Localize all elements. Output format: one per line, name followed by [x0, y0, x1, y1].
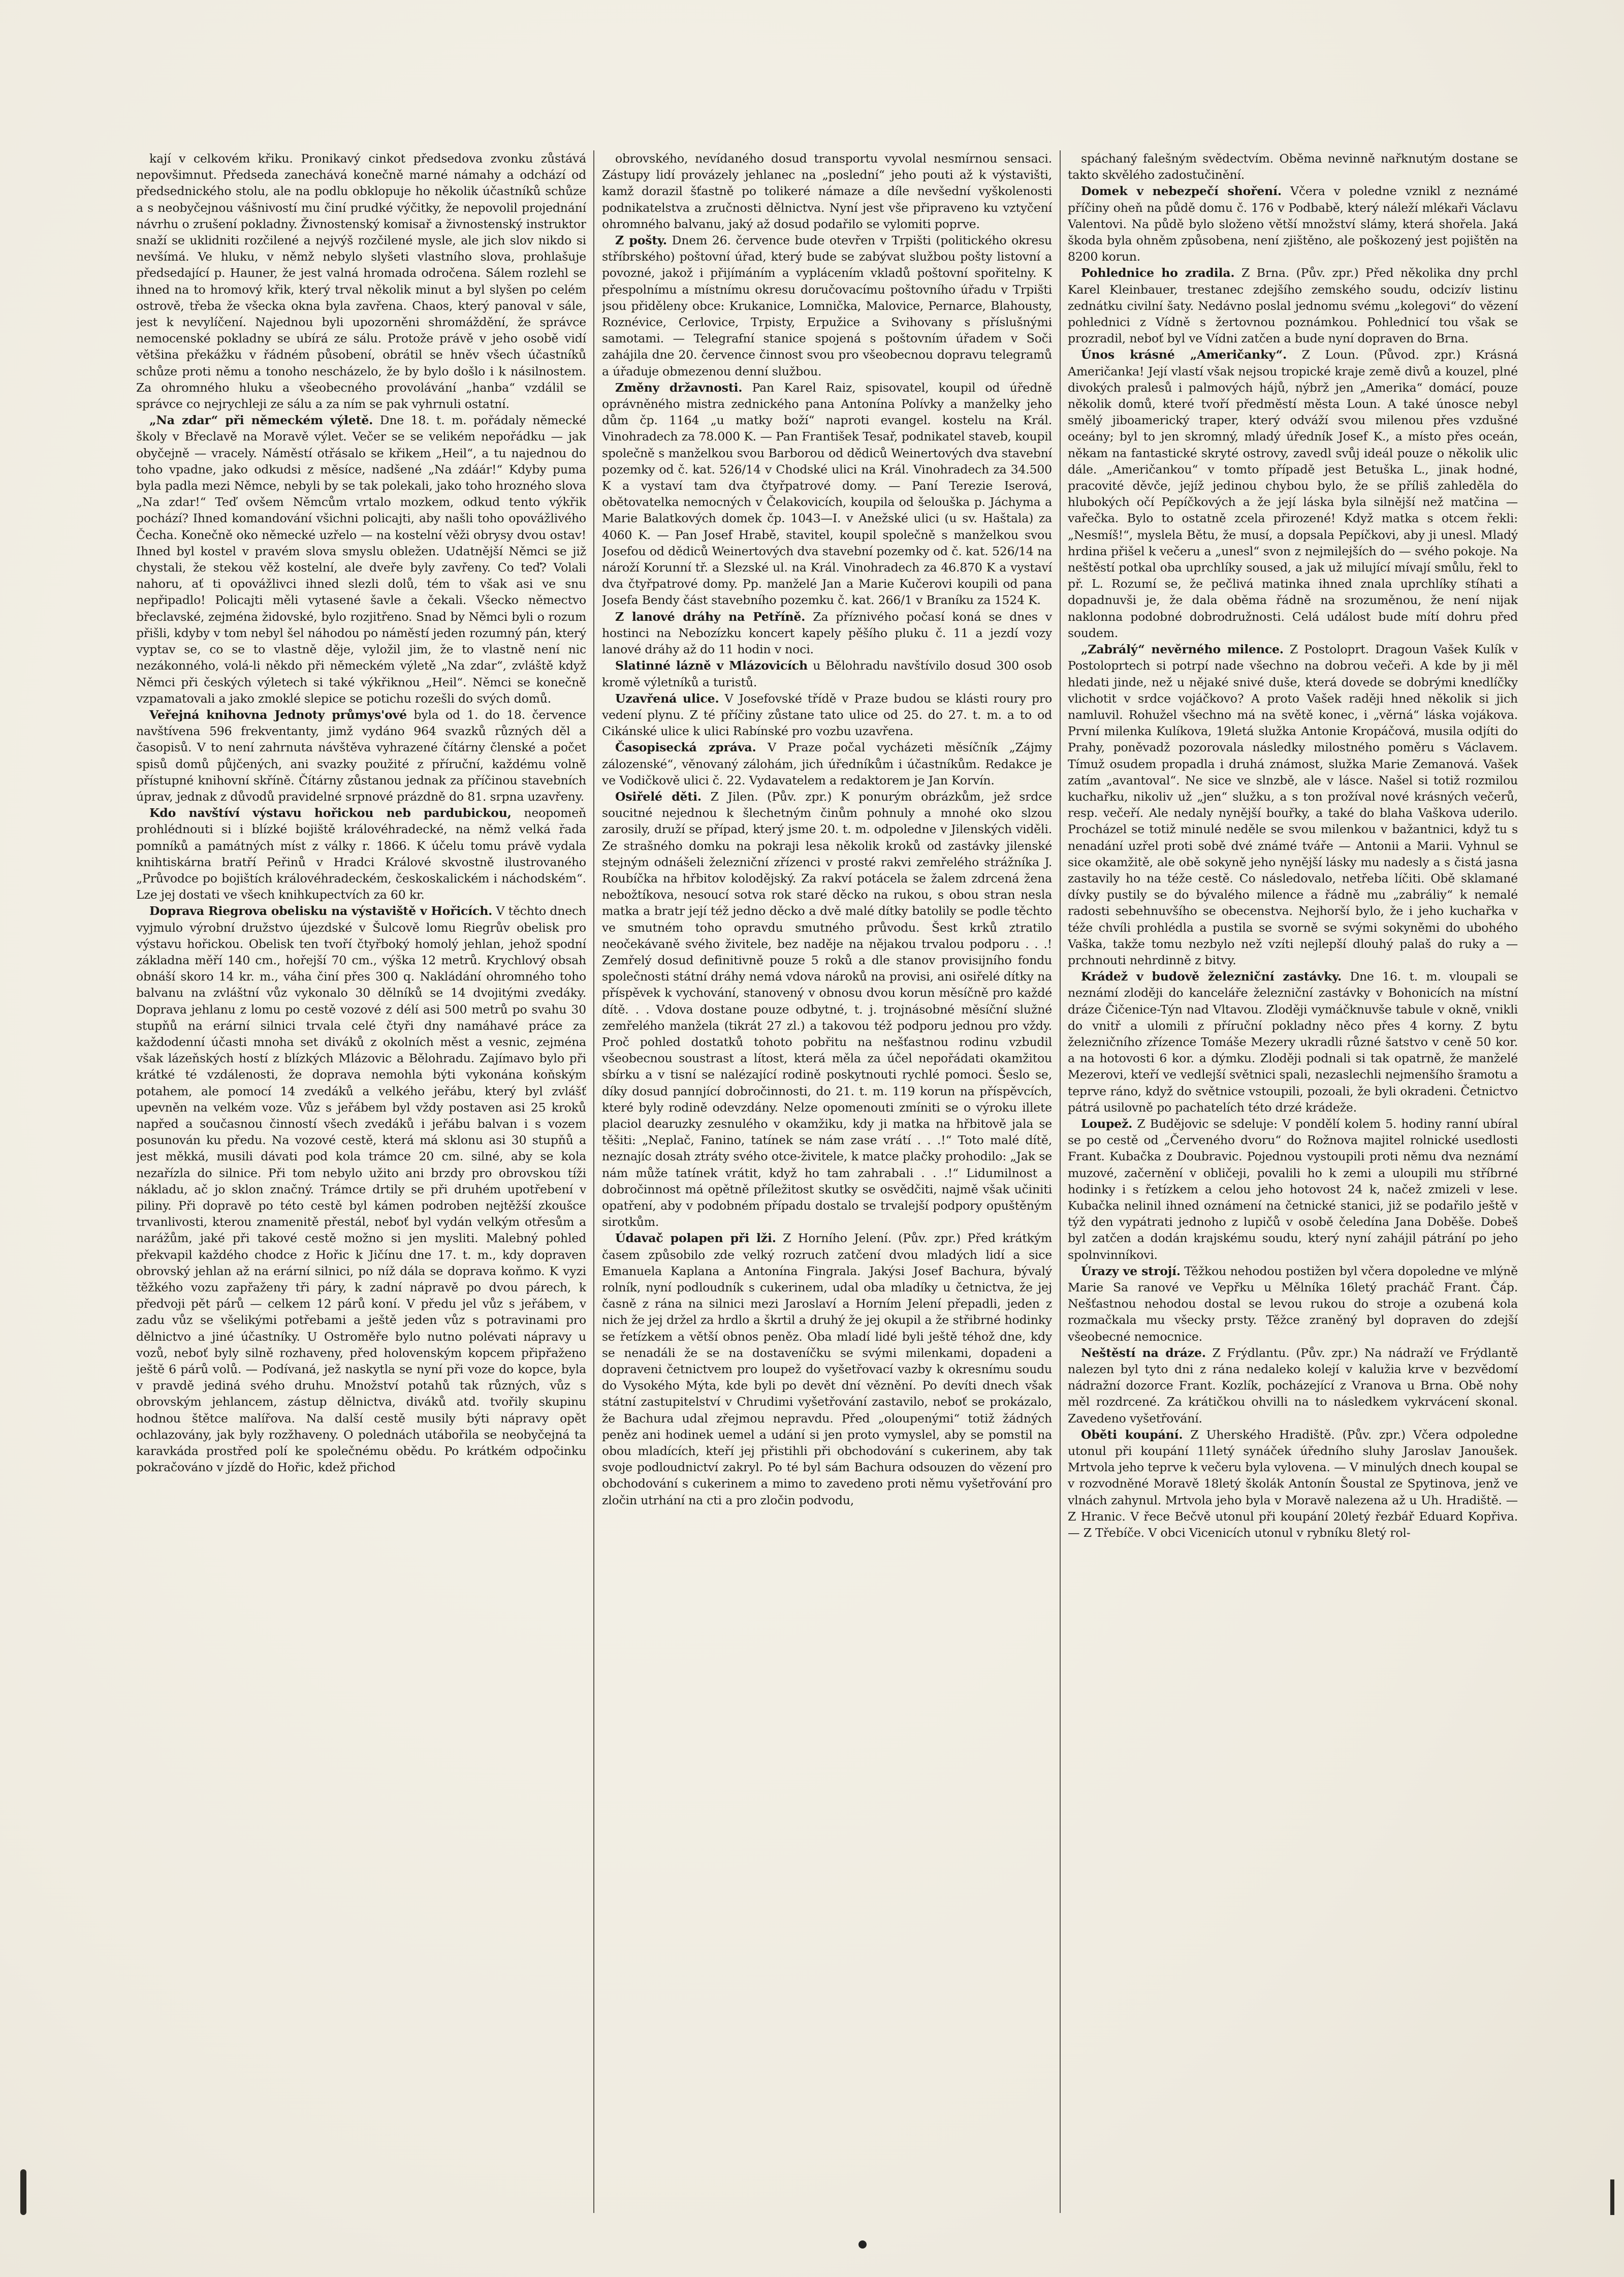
article-body: V Praze počal vycházeti měsíčník „Zájmy zálozenské“, věnovaný zálohám, jich úředníkům i účastníkům. Redakce je ve Vodičkově ulici č. 22. Vydavatelem a redaktorem je Jan Korvín.: [602, 740, 1052, 787]
news-article: [136, 412, 586, 707]
article-headline: Z pošty.: [615, 233, 667, 248]
article-headline: Uzavřená ulice.: [615, 691, 719, 706]
article-body: byla od 1. do 18. července navštívena 596 frekventanty, jimž vydáno 964 svazků různých děl a časopisů. V to není zahrnuta návštěva vyhrazené čítárny členské a počet spisů domů půjčených, ani svazky použité z příruční, každému volně přístupné knihovní skříně. Čítárny zůstanou jednak za příčinou stavebních úprav, jednak z důvodů pravidelné srpnové prázdně do 81. srpna uzavřeny.: [136, 707, 586, 804]
article-body: Pan Karel Raiz, spisovatel, koupil od úředně oprávněného mistra zednického pana Antonína Polívky a manželky jeho dům čp. 1164 „u matky boží“ naproti evangel. kostelu na Král. Vinohradech za 78.000 K. — Pan František Tesař, podnikatel staveb, koupil společně s manželkou svou Barborou od dědiců Weinertových dva stavební pozemky od č. kat. 526/14 v Chodské ulici na Král. Vinohradech za 34.500 K a vystaví tam dva čtyřpatrové domy. — Paní Terezie Iserová, obětovatelka nemocných v Čelakovicích, koupila od šelouška p. Jáchyma a Marie Balatkových domek čp. 1043—I. v Anežské ulici (u sv. Haštala) za 4060 K. — Pan Josef Hrabě, stavitel, koupil společně s manželkou svou Josefou od dědiců Weinertových dva stavební pozemky od č. kat. 526/14 na nároží Korunní tř. a Slezské ul. na Král. Vinohradech za 46.870 K a vystaví dva čtyřpatrové domy. Pp. manželé Jan a Marie Kučerovi koupili od pana Josefa Bendy část stavebního pozemku č. kat. 266/1 v Braníku za 1524 K.: [602, 380, 1052, 608]
article-headline: Pohlednice ho zradila.: [1081, 266, 1235, 280]
news-article: [602, 788, 1052, 1230]
article-headline: Veřejná knihovna Jednoty průmys'ové: [149, 707, 407, 722]
article-body: Z Postoloprt. Dragoun Vašek Kulík v Postoloprtech si potrpí nade všechno na dobrou večeři. A kde by ji měl hledati jinde, než u nějaké snivé duše, která dovede se dobrými knedlíčky vlichotit v srdce vojáčkovo? A proto Vašek raději hned několik si jich namluvil. Rohužel všechno má na světě konec, i „věrná“ láska vojákova. První milenka Kulíkova, 19letá služka Antonie Kropáčová, musila odjíti do Prahy, poněvadž pozorovala následky milostného poměru s Václavem. Tímuž osudem propadla i druhá známost, služka Marie Zemanová. Vašek zatím „avantoval“. Ne sice ve slnzbě, ale v lásce. Našel si totiž rozmilou kuchařku, nikoliv už „jen“ služku, a s ton prožíval nové krásných večerů, resp. večeří. Ale nedaly nynější bouřky, a také do blaha Vaškova uderilo. Procházel se totiž minulé neděle se svou milenkou v bažantnici, když tu s nenadání uzřel proti sobě dvé známé tváře — Antonii a Marii. Vyhnul se sice okamžitě, ale obě sokyně jeho nynější lásky mu nadesly a s čistá jasna zastavily ho na téže cestě. Co následovalo, netřeba líčiti. Obě sklamané dívky pustily se do bývalého milence a řádně mu „zabráliy“ k nemalé radosti sebehnuvšího se obecenstva. Nejhorší bylo, že i jeho kuchařka v téže chvíli prohlédla a pustila se svorně se svými sokyněmi do ubohého Vaška, takže tomu nezbylo než vzíti nejlepší dlouhý palaš do ruky a — prchnouti nehrdinně z bitvy.: [1068, 642, 1518, 967]
news-article: [1068, 150, 1518, 183]
news-article: [1068, 1116, 1518, 1263]
news-article: [602, 609, 1052, 658]
news-article: [602, 150, 1052, 232]
article-headline: Domek v nebezpečí shoření.: [1081, 184, 1282, 199]
article-body: Za příznivého počasí koná se dnes v hostinci na Nebozízku koncert kapely pěšího pluku č. 11 a jezdí vozy lanové dráhy až do 11 hodin v noci.: [602, 609, 1052, 657]
article-headline: Krádež v budově železniční zastávky.: [1081, 969, 1342, 984]
news-article: [1068, 1345, 1518, 1427]
article-headline: Loupež.: [1081, 1116, 1133, 1131]
news-article: [1068, 346, 1518, 641]
news-article: [136, 903, 586, 1475]
article-body: Dnem 26. července bude otevřen v Trpišti (politického okresu stříbrského) poštovní úřad, který bude se zabývat službou pošty listovní a povozné, jakož i přijímáním a vyplácením vkladů poštovní spořitelny. K přespolnímu a místnímu okresu doručovacímu poštovního úřadu v Trpišti jsou přiděleny obce: Krukanice, Lomnička, Malovice, Pernarce, Blahousty, Roznévice, Cerlovice, Trpisty, Erpužice a Svihovany s příslušnými samotami. — Telegrafní stanice spojená s poštovním úřadem v Soči zahájila dne 20. července činnost svou pro všeobecnou dopravu telegramů a úřadujе obmezenou denní službou.: [602, 233, 1052, 378]
news-article: [602, 690, 1052, 740]
article-headline: Úrazy ve strojí.: [1081, 1263, 1181, 1278]
article-body: Z Jilen. (Pův. zpr.) K ponurým obrázkům, jež srdce soucitné nejednou k šlechetným činům pohnuly a mnohé oko slzou zarosily, druží se případ, který jsme 20. t. m. odpoledne v Jilenských viděli. Ze strašného domku na pokraji lesa několik kroků od zastávky jilenské stejným odnášeli železniční zřízenci v prosté rakvi zemřelého strážníka J. Roubíčka na hřbitov kolodějský. Za rakví potácela se žalem zdrcená žena nebožtíkova, nesoucí sotva rok staré děcko na rukou, s obou stran nesla matka a bratr její též jedno děcko a dvě malé dítky batolily se podle těchto ve smutném toho opravdu smutného průvodu. Šest krků ztratilo neočekávaně svého živitele, bez naděje na nějakou trvalou podporu . . .! Zemřelý dosud definitivně pouze 5 roků a dle stanov provisijního fondu společnosti státní dráhy nemá vdova nároků na provisi, ani osiřelé dítky na příspěvek k vychování, stanovený v obnosu dvou korun měsíčně pro každé dítě. . . Vdova dostane pouze odbytné, t. j. trojnásobné měsíční služné zemřelého manžela (tikrát 27 zl.) a takovou též podporu jednou pro vždy. Proč pohled dostatků tohoto pobřitu na nešťastnou rodinu vzbudil všeobecnou soustrast a lítost, která měla za účel nepořádati okamžitou sbírku a v tisní se nalézající rodině poskytnouti rychlé pomoci. Šeslo se, díky dosud pannjící dobročinnosti, do 21. t. m. 119 korun na příspěvcích, které byly rodině odevzdány. Nelze opomenouti zmíniti se o výroku illete placiol dearuzky zesnulého v okamžiku, kdy ji matka na hřbitově jala se těšiti: „Neplač, Fanino, tatínek se nám zase vrátí . . .!“ Toto malé dítě, neznajíc dosah ztráty svého otce-živitele, k matce plačky prohodilo: „Jak se nám může tatínek vrátit, když ho tam zahrabali . . .!“ Lidumilnost a dobročinnost má opětně příležitost skutky se osvědčiti, najmě však učiniti opatření, aby v podobném případu dostalo se trvalejší podpory opuštěným sirotkům.: [602, 789, 1052, 1229]
article-body: obrovského, nevídaného dosud transportu vyvolal nesmírnou sensaci. Zástupy lidí provázely jehlanec na „poslední“ jeho pouti až k výstavišti, kamž dorazil šťastně po tolikeré námaze a díle nevšední vyškolenosti podnikatelstva a zručnosti dělnictva. Nyní jest vše připraveno ku vztyčení ohromného balvanu, jaký až dosud podařilo se vylomiti poprve.: [602, 151, 1052, 231]
article-headline: Časopisecká zpráva.: [615, 740, 756, 755]
news-article: [136, 805, 586, 903]
column-divider: [1060, 150, 1061, 2213]
article-body: Dne 16. t. m. vloupali se neznámí zloději do kanceláře železniční zastávky v Bohonicích na místní dráze Čičenice-Týn nad Vltavou. Zloději vymáčknuvše tabule v okně, vnikli do vnitř a ulomili z příruční pokladny něco přes 4 korny. Z bytu železničního zřízence Tomáše Mezery ukradli různé šatstvo v ceně 50 kor. a na hotovosti 6 kor. a dýmku. Zloději podnali si tak opatrně, že manželé Mezerovi, kteří ve vedlejší světnici spali, nezaslechli nejmenšího šramotu a teprve ráno, když do světnice vstoupili, pozoali, že byli okradeni. Četnictvo pátrá usilovně po pachatelích této drzé krádeže.: [1068, 969, 1518, 1115]
news-article: [136, 707, 586, 805]
article-headline: Osiřelé děti.: [615, 789, 702, 804]
article-headline: Změny državnosti.: [615, 380, 743, 395]
news-article: [602, 380, 1052, 609]
column-left: [136, 150, 586, 2228]
column-right: [1068, 150, 1518, 2228]
article-headline: Údavač polapen při lži.: [615, 1231, 776, 1246]
article-body: V těchto dnech vyjmulo výrobní družstvo újezdské v Šulcově lomu Riegrův obelisk pro výstavu hořickou. Obelisk ten tvoří čtyřboký homolý jehlan, jehož spodní základna měří 140 cm., hořejší 70 cm., výška 12 metrů. Krychlový obsah obnáší skoro 14 kr. m., váha činí přes 300 q. Nakládání ohromného toho balvanu na zvláštní vůz vykonalo 30 dělníků se 14 dvojitými zvedáky. Doprava jehlanu z lomu po cestě vozové z délí asi 500 metrů po svahu 30 stupňů na erární silnici trvala celé čtyři dny namáhavé práce za každodenní účasti mnoha set diváků z okolních měst a vesnic, zejména však lázeňských hostí z blízkých Mlázovic a Bělohradu. Zajímavo bylo při krátké té vzdálenosti, že doprava nemohla býti vykonána koňským potahem, ale pomocí 14 zvedáků a velkého jeřábu, který byl zvlášť upevněn na velkém voze. Vůz s jeřábem byl vždy postaven asi 25 kroků napřed a současnou činností všech zvedáků i jeřábu balvan i s vozem posunován ku předu. Na vozové cestě, která má sklonu asi 30 stupňů a jest měkká, musili dávati pod kola trámce 20 cm. silné, aby se kola nezařízla do silnice. Při tom nebylo užito ani brzdy pro obrovskou tíži nákladu, ač jo sklon značný. Trámce drtily se při druhém upotřebení v piliny. Při dopravě po této cestě byl kámen podroben nejtěžší zkoušce trvanlivosti, kterou znamenitě přestál, neboť byl vydán velkým otřesům a narážům, jaké při takové cestě možno si jen mysliti. Malebný pohled překvapil každého chodce z Hořic k Jičínu dne 17. t. m., kdy dopraven obrovský jehlan až na erární silnici, po níž dála se doprava koňmo. K vyzi těžkého vozu zapřaženy tři páry, k zadní nápravě po dvou párech, k předvoji pět párů — celkem 12 párů koní. V předu jel vůz s jeřábem, v zadu vůz se všelikými potřebami a ještě jeden vůz s potravinami pro dělnictvo a jiné účastníky. U Ostroměře bylo nutno polévati nápravy u vozů, neboť byly silně rozhaveny, před holovenským kopcem připřaženo ještě 6 párů volů. — Podívaná, jež naskytla se nyní při voze do kopce, byla v pravdě jediná svého druhu. Množství potahů tak různých, vůz s obrovským jehlancem, zástup dělnictva, diváků atd. tvořily skupinu hodnou štětce malířova. Na další cestě musily býti nápravy opět ochlazovány, jak byly rozžhaveny. O polednách utábořila se neobyčejná ta karavkáda prostřed polí ke společnému obědu. Po krátkém odpočinku pokračováno v jízdě do Hořic, kdež přichod: [136, 904, 586, 1475]
article-headline: Kdo navštíví výstavu hořickou neb pardubickou,: [149, 806, 512, 820]
article-headline: „Zabrálý“ nevěrného milence.: [1081, 642, 1284, 657]
article-headline: Doprava Riegrova obelisku na výstaviště v Hořicích.: [149, 904, 493, 919]
news-article: [1068, 183, 1518, 265]
article-body: spáchaný falešným svědectvím. Oběma nevinně nařknutým dostane se takto skvělého zadostučinění.: [1068, 151, 1518, 182]
news-article: [1068, 1427, 1518, 1541]
article-body: Z Budějovic se sdeluje: V pondělí kolem 5. hodiny ranní ubíral se po cestě od „Červeného dvoru“ do Rožnova majitel rolnické usedlosti Frant. Kubačka z Doubravic. Pojednou vystoupili proti němu dva neznámí muzové, začernění v obličeji, povalili ho k zemi a uloupili mu stříbrné hodinky i s řetízkem a celou jeho hotovost 24 k, načež zmizeli v lese. Kubačka nelinil ihned oznámení na četnické stanici, již se podařilo ještě v týž den vypátrati jednoho z lupičů v osobě čeledína Jana Doběše. Dobeš byl zatčen a dodán krajskému soudu, který nyní zahájil pátrání po jeho spolnvinníkovi.: [1068, 1116, 1518, 1262]
news-article: [136, 150, 586, 412]
article-body: Z Frýdlantu. (Pův. zpr.) Na nádraží ve Frýdlantě nalezen byl tyto dni z rána nedaleko kolejí v kalužia krve v bezvědomí nádražní dozorce Frant. Kozlík, pocházející z Vranova u Brna. Obě nohy měl rozdrcené. Za krátičkou ohvilli na to následkem vykrvácení skonal. Zavedeno vyšetřování.: [1068, 1345, 1518, 1426]
article-body: u Bělohradu navštívilo dosud 300 osob kromě výletníků a turistů.: [602, 658, 1052, 689]
article-headline: Oběti koupání.: [1081, 1427, 1183, 1442]
news-article: [1068, 1263, 1518, 1345]
article-body: V Josefovské třídě v Praze budou se klásti roury pro vedení plynu. Z té příčiny zůstane tato ulice od 25. do 27. t. m. a to od Cikánské ulice k ulici Rabínské pro vozbu uzavřena.: [602, 691, 1052, 739]
column-middle: [602, 150, 1052, 2228]
column-divider: [593, 150, 594, 2213]
news-article: [602, 232, 1052, 380]
article-body: Těžkou nehodou postižen byl včera dopoledne ve mlýně Marie Sa ranové ve Vepřku u Mělníka 16letý pracháč Frant. Čáp. Nešťastnou nehodou dostal se levou rukou do stroje a ozubená kola rozmačkala mu všecky prsty. Těžce zraněný byl dopraven do zdejší všeobecné nemocnice.: [1068, 1263, 1518, 1344]
article-body: Z Loun. (Původ. zpr.) Krásná Američanka! Její vlastí však nejsou tropické kraje země divů a kouzel, plné divokých pralesů i palmových hájů, nýbrž jen „Amerika“ domácí, pouze několik domů, které tvoří předměstí města Loun. A také únosce nebyl smělý jiboamerický traper, který odváží svou milenou přes vzdušné oceány; byl to jen skromný, mladý úředník Josef K., a místo přes oceán, někam na fantastické skryté ostrovy, zavedl svůj ideál pouze o několik ulic dále. „Američankou“ v tomto případě jest Betuška L., jinak hodné, pracovité děvče, jejíž jedinou chybou bylo, že se příliš zahleděla do hlubokých očí Pepíčkových a že její láska byla silnější než matčina — vařečka. Bylo to ostatně zcela přirozené! Když matka s otcem řekli: „Nesmíš!“, myslela Bětu, že musí, a dopsala Pepíčkovi, aby ji unesl. Mladý hrdina přišel k večeru a „unesl“ svon z nejmilejších do — svého pokoje. Na neštěstí potkal oba uprchlíky soused, a jak už milující mívají smůlu, řekl to př. L. Rozumí se, že pečlivá matinka ihned znala uprchlíky stíhati a dopadnuvši je, že dala oběma řádně na srozuměnou, že není nijak naklonna podobné dobrodružnosti. Celá událost bude mítí dohru před soudem.: [1068, 347, 1518, 640]
article-headline: Únos krásné „Američanky“.: [1081, 347, 1287, 362]
article-body: Dne 18. t. m. pořádaly německé školy v Břeclavě na Moravě výlet. Večer se se velikém nepořádku — jak obyčejně — vracely. Náměstí otřásalo se křikem „Heil“, a tu najednou do toho vpadne, jako odkudsi z měsíce, nadšené „Na zdáár!“ Kdyby puma byla padla mezi Němce, nebyli by se tak polekali, jako toho hrozného slova „Na zdar!“ Teď ovšem Němcům vrtalo mozkem, odkud tento výkřik pochází? Ihned komandování všichni policajti, aby našli toho opovážlivého Čecha. Konečně oko německé uzřelo — na kostelní věži obrysy dvou ostav! Ihned byl kostel v pravém slova smyslu obležen. Udatnější Němci se již chystali, že stekou věž kostelní, ale dveře byly zavřeny. Co teď? Volali nahoru, ať ti opovážlivci ihned slezli dolů, tém to však asi ve snu nepřipadlo! Policajti měli vytasené šavle a čekali. Všecko němectvo břeclavské, zejména židovské, bylo rozjitřeno. Snad by Němci byli o rozum přišli, kdyby v tom nebyl šel náhodou po náměstí jeden rozumný pán, který vyptav se, co se to vlastně děje, vyložil jim, že to vlastně není nic nezákonného, volá-li někdo při německém výletě „Na zdar“, zvláště když Němci při českých výletech si také výkřiknou „Heil“. Němci se konečně vzpamatovali a jako zmoklé slepice se potichu rozešli do svých domů.: [136, 413, 586, 706]
article-headline: „Na zdar“ při německém výletě.: [149, 413, 373, 428]
edge-mark: [1610, 2179, 1614, 2215]
article-headline: Z lanové dráhy na Petříně.: [615, 609, 806, 624]
article-body: kají v celkovém křiku. Pronikavý cinkot předsedova zvonku zůstává nepovšimnut. Předseda zanechává konečně marné námahy a odchází od předsednického stolu, ale na podlu obklopuje ho několik účastníků schůze a s neobyčejnou vášnivostí mu činí prudké výčitky, že nepovolil projednání návrhu o zrušení pokladny. Živnostenský komisař a živnostenský instruktor snaží se uklidniti rozčilené a nejvýš rozčilené mysle, ale jich slov nikdo si nevšímá. Ve hluku, v němž nebylo slyšeti vlastního slova, prohlašuje předsedající p. Hauner, že jest valná hromada odročena. Sálem rozlehl se ihned na to hromový křik, který trval několik minut a byl slyšen po celém ostrově, třeba že všecka okna byla zavřena. Chaos, který panoval v sále, jest k nevylíčení. Najednou byli upozorněni shromáždění, že správce nemocenské pokladny se ubírá ze sálu. Protože právě v jeho osobě vidí většina překážku v řádném působení, obrátil se hněv všech účastníků schůze proti němu a tonoho nescházelo, že by bylo došlo i k násilnostem. Za ohromného hluku a všeobecného provolávání „hanba“ vzdálil se správce co nejrychleji ze sálu a za ním se pak vyhrnuli ostatní.: [136, 151, 586, 412]
page-dot-mark: [858, 2240, 867, 2249]
article-headline: Slatinné lázně v Mlázovicích: [615, 658, 808, 673]
news-article: [1068, 968, 1518, 1116]
news-article: [602, 1230, 1052, 1508]
article-body: neopomeň prohlédnouti si i blízké bojiště královéhradecké, na němž velká řada pomníků a památných míst z války r. 1866. K účelu tomu právě vydala knihtiskárna bratří Peřinů v Hradci Králové skvostně ilustrovaného „Průvodce po bojištích královéhradeckém, českoskalickém i náchodském“. Lze jej dostati ve všech knihkupectvích za 60 kr.: [136, 806, 586, 902]
article-body: Z Horního Jelení. (Pův. zpr.) Před krátkým časem způsobilo zde velký rozruch zatčení dvou mladých lidí a sice Emanuela Kaplana a Antonína Fingrala. Jakýsi Josef Bachura, bývalý rolník, nyní podloudník s cukerinem, udal oba mladíky u četnictva, že jej časně z rána na silnici mezi Jaroslaví a Horním Jelení přepadli, jeden z nich že jej držel za hrdlo a škrtil a druhý že jej okupil a že střibrné hodinky se řetízkem a větší obnos peněz. Oba mladí lidé byli ještě téhož dne, kdy se nenadáli že se na dostaveníčku se svými milenkami, dopadeni a dopraveni četnictvem pro loupež do vyšetřovací vazby k okresnímu soudu do Vysokého Mýta, kde byli po devět dní věznění. Po devíti dnech však státní zastupitelství v Chrudimi vyšetřování zastavilo, neboť se prokázalo, že Bachura udal zřejmou nepravdu. Před „oloupenými“ totiž žádných peněz ani hodinek uemel a udání si jen proto vymyslel, aby se pomstil na obou mladících, kteří jej přistihli při obchodování s cukerinem, aby tak svoje podloudnictví zakryl. Po té byl sám Bachura odsouzen do vězení pro obchodování s cukerinem a mimo to zavedeno proti němu vyšetřování pro zločin utrhání na cti a pro zločin podvodu,: [602, 1231, 1052, 1507]
article-body: Z Brna. (Pův. zpr.) Před několika dny prchl Karel Kleinbauer, trestanec zdejšího zemského soudu, odcizív listinu zednátku civilní šaty. Nedávno poslal jednomu svému „kolegovi“ do vězení pohlednici z Vídně s žertovnou poznámkou. Pohlednicí tou však se prozradil, neboť byl ve Vídni zatčen a bude nyní dopraven do Brna.: [1068, 266, 1518, 346]
news-article: [1068, 641, 1518, 968]
binding-mark: [20, 2169, 26, 2215]
news-article: [602, 739, 1052, 788]
article-body: Včera v poledne vznikl z neznámé příčiny oheň na půdě domu č. 176 v Podbabě, který náleží mlékaři Václavu Valentovi. Na půdě bylo složeno větší množství slámy, která shořela. Jaká škoda byla ohněm způsobena, není zjištěno, ale poškozený jest pojištěn na 8200 korun.: [1068, 184, 1518, 264]
article-headline: Neštěstí na dráze.: [1081, 1345, 1206, 1360]
news-article: [602, 657, 1052, 690]
news-article: [1068, 265, 1518, 346]
article-body: Z Uherského Hradiště. (Pův. zpr.) Včera odpoledne utonul při koupání 11letý synáček úředního sluhy Jaroslav Janoušek. Mrtvola jeho teprve k večeru byla vylovena. — V minulých dnech koupal se v rozvodněné Moravě 18letý školák Antonín Šoustal ze Spytinova, jenž ve vlnách zahynul. Mrtvola jeho byla v Moravě nalezena až u Uh. Hradiště. — Z Hranic. V řece Bečvě utonul při koupání 20letý řezbář Eduard Kopřiva. — Z Třebíče. V obci Vicenicích utonul v rybníku 8letý rol-: [1068, 1427, 1518, 1540]
